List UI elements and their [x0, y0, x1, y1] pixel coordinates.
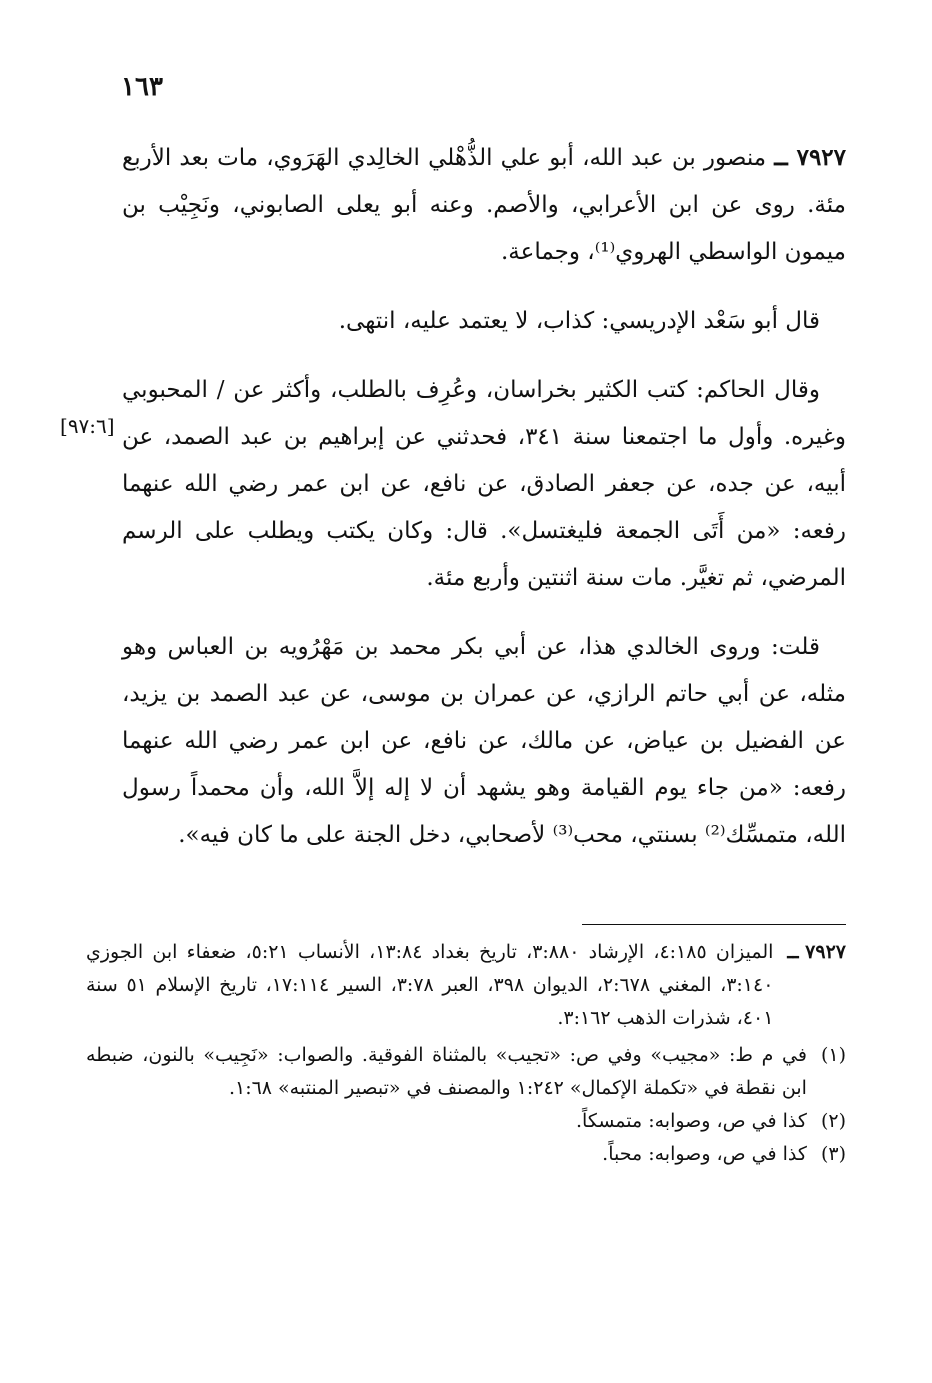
idrisi-quote-paragraph — [122, 298, 846, 345]
footnote-label: (٣) — [820, 1143, 846, 1165]
footnote-3 — [86, 1138, 846, 1171]
page-number: ١٦٣ — [121, 72, 163, 102]
margin-reference: [٩٧:٦] — [60, 414, 115, 438]
footnote-text: كذا في ص، وصوابه: متمسكاً. — [576, 1110, 807, 1132]
entry-number: ٧٩٢٧ ــ — [774, 144, 847, 171]
hakim-quote-paragraph — [122, 367, 846, 602]
paragraph-text: قلت: وروى الخالدي هذا، عن أبي بكر محمد بن مَهْرُويه بن العباس وهو مثله، عن أبي حاتم الرازي، عن عمران بن موسى، عن عبد الصمد بن يزيد، عن الفضيل بن عياض، عن مالك، عن نافع، عن ابن عمر رضي الله عنهما رفعه: «من جاء يوم القيامة وهو يشهد أن لا إله إلاَّ الله، وأن محمداً رسول الله، متمسِّك⁽²⁾ بسنتي، محب⁽³⁾ لأصحابي، دخل الجنة على ما كان فيه». — [122, 634, 846, 848]
footnote-label: (٢) — [820, 1110, 846, 1132]
footnote-label: (١) — [820, 1044, 846, 1066]
author-comment-paragraph — [122, 624, 846, 859]
main-text — [122, 134, 846, 881]
footnote-1 — [86, 1039, 846, 1105]
paragraph-text: قال أبو سَعْد الإدريسي: كذاب، لا يعتمد عليه، انتهى. — [338, 308, 820, 334]
footnote-sources — [86, 936, 846, 1035]
footnote-text: كذا في ص، وصوابه: محباً. — [602, 1143, 807, 1165]
footnote-text: في م ط: «مجيب» وفي ص: «تجيب» بالمثناة الفوقية. والصواب: «نَجِيب» بالنون، ضبطه ابن نقطة في «تكملة الإكمال» ١:٢٤٢ والمصنف في «تبصير المنتبه» ١:٦٨. — [86, 1044, 807, 1099]
footnote-text: الميزان ٤:١٨٥، الإرشاد ٣:٨٨٠، تاريخ بغداد ١٣:٨٤، الأنساب ٥:٢١، ضعفاء ابن الجوزي ٣:١٤٠، المغني ٢:٦٧٨، الديوان ٣٩٨، العبر ٣:٧٨، السير ١٧:١١٤، تاريخ الإسلام ٥١ سنة ٤٠١، شذرات الذهب ٣:١٦٢. — [86, 941, 774, 1029]
biography-entry-paragraph — [122, 134, 846, 276]
footnotes-section — [86, 936, 846, 1171]
paragraph-text: منصور بن عبد الله، أبو علي الذُّهْلي الخالِدي الهَرَوي، مات بعد الأربع مئة. روى عن ابن الأعرابي، والأصم. وعنه أبو يعلى الصابوني، ونَجِيْب بن ميمون الواسطي الهروي⁽¹⁾، وجماعة. — [122, 145, 846, 265]
footnote-2 — [86, 1105, 846, 1138]
paragraph-text: وقال الحاكم: كتب الكثير بخراسان، وعُرِف بالطلب، وأكثر عن / المحبوبي وغيره. وأول ما اجتمعنا سنة ٣٤١، فحدثني عن إبراهيم بن عبد الصمد، عن أبيه، عن جده، عن جعفر الصادق، عن نافع، عن ابن عمر رضي الله عنهما رفعه: «من أَتَى الجمعة فليغتسل». قال: وكان يكتب ويطلب على الرسم المرضي، ثم تغيَّر. مات سنة اثنتين وأربع مئة. — [122, 377, 846, 591]
footnote-label: ٧٩٢٧ ــ — [787, 941, 846, 963]
footnote-divider — [582, 924, 846, 925]
